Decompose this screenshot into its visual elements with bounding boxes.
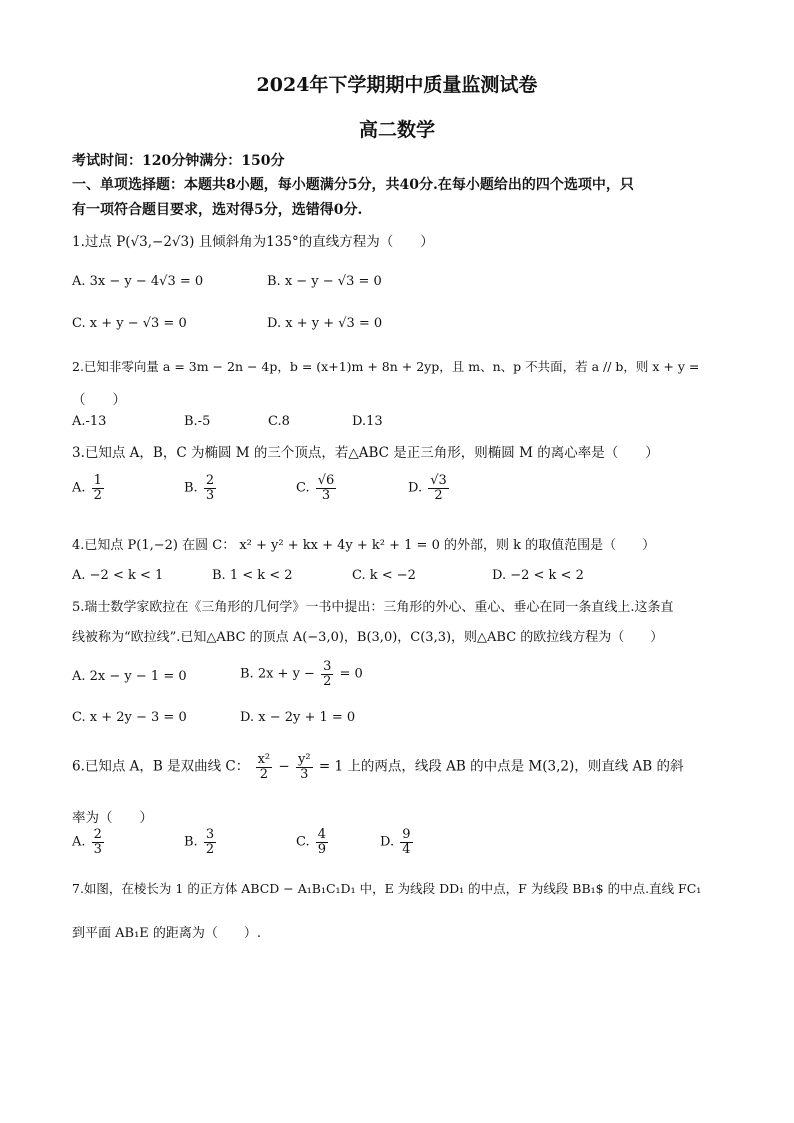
q6-b-num: 3 [205, 827, 215, 842]
q6-option-b[interactable] [184, 828, 218, 856]
q6-option-a-label: A. [72, 834, 86, 850]
q6-stem [72, 753, 683, 781]
q5-option-b[interactable] [240, 660, 363, 688]
q6-d-num: 9 [402, 827, 411, 842]
q1-option-a[interactable]: A. 3x − y − 4√3 = 0 [72, 274, 204, 289]
q5-option-a[interactable]: A. 2x − y − 1 = 0 [72, 669, 187, 684]
q3-option-b-label: B. [184, 480, 198, 496]
q2-option-c[interactable]: C.8 [268, 414, 290, 429]
q4-stem: 4.已知点 P(1,−2) 在圆 C： x² + y² + kx + 4y + k² + 1 = 0 的外部，则 k 的取值范围是（ ） [72, 538, 656, 553]
q4-option-c[interactable]: C. k < −2 [352, 568, 416, 583]
q3-option-c[interactable] [296, 474, 338, 502]
q1-option-c[interactable]: C. x + y − √3 = 0 [72, 316, 187, 331]
q5-option-d[interactable]: D. x − 2y + 1 = 0 [240, 710, 356, 725]
q6-f2-den: 3 [300, 766, 309, 782]
q6-f2-num: y² [298, 752, 311, 767]
q6-option-d-fraction [400, 828, 412, 856]
q3-option-d-label: D. [408, 480, 423, 496]
q3-stem: 3.已知点 A，B，C 为椭圆 M 的三个顶点，若△ABC 是正三角形，则椭圆 M 的离心率是（ ） [72, 445, 659, 461]
q3-a-den: 2 [93, 487, 102, 503]
q6-fraction-y [296, 753, 313, 781]
q1-stem-start: 1.过点 [72, 234, 112, 250]
q1-stem-end: 且倾斜角为135°的直线方程为（ ） [198, 234, 434, 250]
section-instructions-line1: 一、单项选择题：本题共8小题，每小题满分5分，共40分.在每小题给出的四个选项中，只 [72, 177, 634, 193]
q3-d-den: 2 [434, 487, 443, 503]
q2-stem: 2.已知非零向量 a = 3m − 2n − 4p，b = (x+1)m + 8n + 2yp，且 m、n、p 不共面，若 a // b，则 x + y = [72, 359, 700, 374]
q6-minus: − [278, 758, 290, 775]
q6-fraction-x [256, 753, 273, 781]
q6-b-den: 2 [205, 841, 215, 857]
q6-f1-den: 2 [259, 766, 268, 782]
q5-stem-line2: 线被称为“欧拉线”.已知△ABC 的顶点 A(−3,0)，B(3,0)，C(3,3)，则△ABC 的欧拉线方程为（ ） [72, 630, 664, 645]
q6-option-c[interactable] [296, 828, 330, 856]
q2-option-a[interactable]: A.-13 [72, 414, 107, 429]
q5-option-b-suffix: = 0 [339, 666, 363, 682]
q5-option-b-fraction [321, 660, 333, 688]
q1-point: P(√3,−2√3) [116, 234, 195, 250]
q6-f1-num: x² [257, 752, 271, 767]
q3-c-num: √6 [317, 473, 335, 488]
q6-d-den: 4 [402, 841, 411, 857]
q6-stem-end: = 1 上的两点，线段 AB 的中点是 M(3,2)，则直线 AB 的斜 [318, 758, 684, 775]
q4-option-d[interactable]: D. −2 < k < 2 [492, 568, 584, 583]
q5-stem-line1: 5.瑞士数学家欧拉在《三角形的几何学》一书中提出：三角形的外心、重心、垂心在同一条直线上.这条直 [72, 600, 674, 615]
q4-option-a[interactable]: A. −2 < k < 1 [72, 568, 164, 583]
q6-option-a-fraction [92, 828, 104, 856]
exam-info: 考试时间：120分钟满分：150分 [72, 153, 285, 169]
q6-stem-start: 6.已知点 A，B 是双曲线 C： [72, 758, 250, 775]
q7-stem-line1: 7.如图，在棱长为 1 的正方体 ABCD − A₁B₁C₁D₁ 中，E 为线段 DD₁ 的中点，F 为线段 BB₁$ 的中点.直线 FC₁ [72, 881, 702, 896]
q3-option-b-fraction [204, 474, 216, 502]
q1-option-b[interactable]: B. x − y − √3 = 0 [267, 274, 382, 289]
exam-subject: 高二数学 [358, 119, 435, 141]
q3-c-den: 3 [321, 487, 331, 503]
q5-b-num: 3 [323, 659, 332, 674]
q3-option-a[interactable] [72, 474, 106, 502]
q3-b-num: 2 [205, 473, 215, 488]
q6-stem-line2: 率为（ ） [72, 810, 153, 826]
q6-option-d-label: D. [380, 834, 395, 850]
q2-stem-line2: （ ） [72, 392, 126, 408]
q6-option-c-fraction [316, 828, 328, 856]
q3-b-den: 3 [205, 487, 215, 503]
q6-option-c-label: C. [296, 834, 310, 850]
q3-option-a-label: A. [72, 480, 86, 496]
q1-stem [72, 230, 434, 250]
section-instructions-line2: 有一项符合题目要求，选对得5分，选错得0分. [72, 202, 363, 218]
q6-option-b-fraction [204, 828, 216, 856]
q5-option-c[interactable]: C. x + 2y − 3 = 0 [72, 710, 187, 725]
q4-option-b[interactable]: B. 1 < k < 2 [212, 568, 293, 583]
q2-option-b[interactable]: B.-5 [184, 414, 211, 429]
q3-option-c-fraction [316, 474, 337, 502]
q5-option-b-prefix: B. 2x + y − [240, 666, 315, 682]
q1-option-d[interactable]: D. x + y + √3 = 0 [267, 316, 383, 331]
q6-option-d[interactable] [380, 828, 415, 856]
q6-c-num: 4 [317, 827, 327, 842]
q3-option-d[interactable] [408, 474, 451, 502]
q3-option-a-fraction [92, 474, 104, 502]
q5-b-den: 2 [323, 673, 332, 689]
q3-option-b[interactable] [184, 474, 218, 502]
q6-c-den: 9 [317, 841, 327, 857]
q6-option-b-label: B. [184, 834, 198, 850]
q2-option-d[interactable]: D.13 [352, 414, 383, 429]
q6-a-num: 2 [93, 827, 102, 842]
q3-a-num: 1 [93, 473, 102, 488]
q6-option-a[interactable] [72, 828, 106, 856]
q6-a-den: 3 [93, 841, 102, 857]
q3-option-c-label: C. [296, 480, 310, 496]
q7-stem-line2: 到平面 AB₁E 的距离为（ ）. [72, 926, 262, 941]
q3-d-num: √3 [430, 473, 447, 488]
q3-option-d-fraction [428, 474, 449, 502]
exam-title: 2024年下学期期中质量监测试卷 [256, 74, 538, 96]
